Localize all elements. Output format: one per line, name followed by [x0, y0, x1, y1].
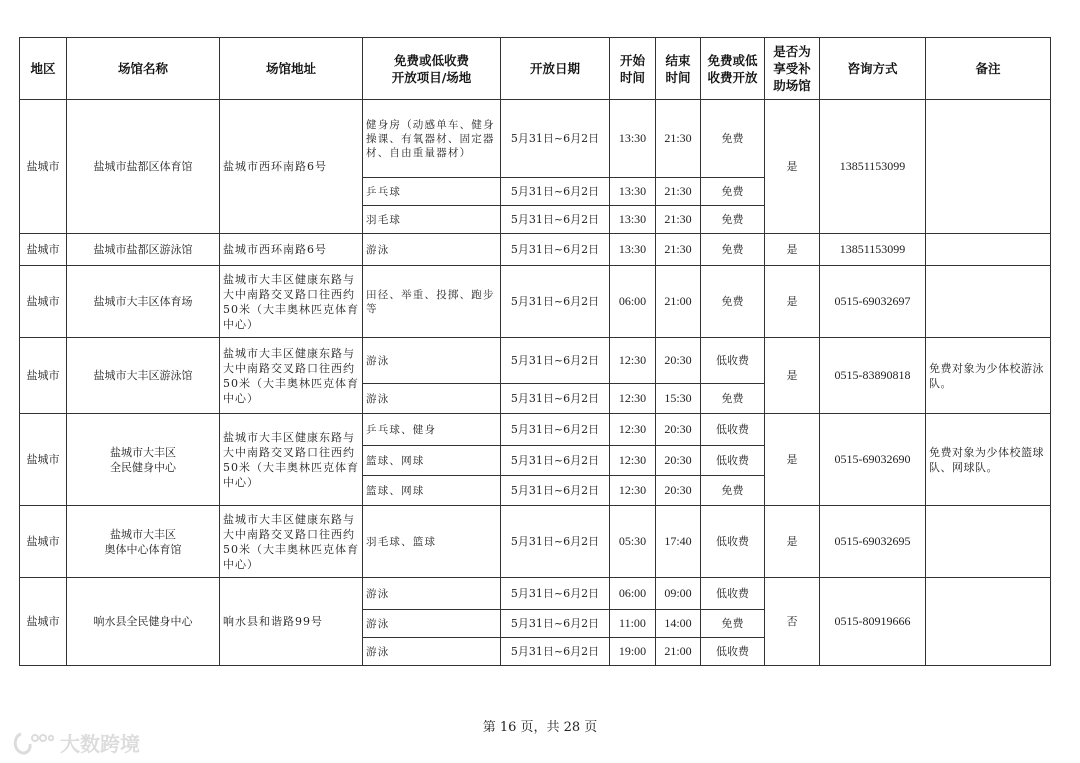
end-time-cell: 21:30 [656, 100, 701, 178]
region-cell: 盐城市 [20, 506, 67, 578]
subsidy-cell: 否 [765, 578, 820, 666]
item-cell: 游泳 [363, 234, 501, 266]
page-footer: 第 16 页，共 28 页 [482, 720, 598, 735]
date-cell: 5月31日~6月2日 [501, 338, 610, 384]
end-time-cell: 20:30 [656, 338, 701, 384]
address-cell: 盐城市大丰区健康东路与大中南路交叉路口往西约50米（大丰奥林匹克体育中心） [220, 414, 363, 506]
end-time-cell: 21:00 [656, 266, 701, 338]
end-time-cell: 21:30 [656, 234, 701, 266]
item-cell: 游泳 [363, 338, 501, 384]
venue-cell: 响水县全民健身中心 [67, 578, 220, 666]
region-cell: 盐城市 [20, 414, 67, 506]
venue-cell: 盐城市盐都区游泳馆 [67, 234, 220, 266]
end-time-cell: 15:30 [656, 384, 701, 414]
start-time-cell: 12:30 [610, 384, 656, 414]
subsidy-cell: 是 [765, 266, 820, 338]
contact-cell: 13851153099 [820, 234, 926, 266]
item-cell: 篮球、网球 [363, 446, 501, 476]
header-cell-venue: 场馆名称 [67, 38, 220, 100]
item-cell: 游泳 [363, 384, 501, 414]
table-row [20, 266, 1051, 338]
start-time-cell: 11:00 [610, 610, 656, 638]
item-cell: 田径、举重、投掷、跑步等 [363, 266, 501, 338]
note-cell: 免费对象为少体校篮球队、网球队。 [926, 414, 1051, 506]
header-cell-date: 开放日期 [501, 38, 610, 100]
header-cell-note: 备注 [926, 38, 1051, 100]
start-time-cell: 13:30 [610, 178, 656, 206]
table-row [20, 234, 1051, 266]
address-cell: 盐城市大丰区健康东路与大中南路交叉路口往西约50米（大丰奥林匹克体育中心） [220, 266, 363, 338]
header-row [20, 38, 1051, 100]
address-cell: 盐城市大丰区健康东路与大中南路交叉路口往西约50米（大丰奥林匹克体育中心） [220, 506, 363, 578]
item-cell: 健身房（动感单车、健身操课、有氧器材、固定器材、自由重量器材） [363, 100, 501, 178]
table-row [20, 578, 1051, 610]
date-cell: 5月31日~6月2日 [501, 638, 610, 666]
note-cell: 免费对象为少体校游泳队。 [926, 338, 1051, 414]
fee-cell: 免费 [701, 100, 765, 178]
fee-cell: 低收费 [701, 338, 765, 384]
address-cell: 盐城市大丰区健康东路与大中南路交叉路口往西约50米（大丰奥林匹克体育中心） [220, 338, 363, 414]
start-time-cell: 12:30 [610, 414, 656, 446]
fee-cell: 免费 [701, 234, 765, 266]
subsidy-cell: 是 [765, 338, 820, 414]
subsidy-cell: 是 [765, 414, 820, 506]
date-cell: 5月31日~6月2日 [501, 414, 610, 446]
item-cell: 游泳 [363, 610, 501, 638]
start-time-cell: 19:00 [610, 638, 656, 666]
fee-cell: 低收费 [701, 414, 765, 446]
item-cell: 游泳 [363, 638, 501, 666]
region-cell: 盐城市 [20, 234, 67, 266]
watermark [12, 728, 140, 757]
watermark-text: 大数跨境 [60, 732, 140, 756]
fee-cell: 低收费 [701, 446, 765, 476]
item-cell: 羽毛球、篮球 [363, 506, 501, 578]
end-time-cell: 20:30 [656, 476, 701, 506]
subsidy-cell: 是 [765, 506, 820, 578]
subsidy-cell: 是 [765, 100, 820, 234]
end-time-cell: 17:40 [656, 506, 701, 578]
note-cell [926, 266, 1051, 338]
date-cell: 5月31日~6月2日 [501, 234, 610, 266]
table-row [20, 338, 1051, 384]
region-cell: 盐城市 [20, 266, 67, 338]
note-cell [926, 506, 1051, 578]
region-cell: 盐城市 [20, 338, 67, 414]
start-time-cell: 13:30 [610, 100, 656, 178]
header-cell-subsidy: 是否为 享受补 助场馆 [765, 38, 820, 100]
start-time-cell: 05:30 [610, 506, 656, 578]
date-cell: 5月31日~6月2日 [501, 384, 610, 414]
end-time-cell: 21:30 [656, 178, 701, 206]
item-cell: 羽毛球 [363, 206, 501, 234]
date-cell: 5月31日~6月2日 [501, 100, 610, 178]
table-row [20, 100, 1051, 178]
contact-cell: 0515-80919666 [820, 578, 926, 666]
item-cell: 乒乓球 [363, 178, 501, 206]
end-time-cell: 09:00 [656, 578, 701, 610]
start-time-cell: 12:30 [610, 338, 656, 384]
note-cell [926, 234, 1051, 266]
header-cell-start: 开始 时间 [610, 38, 656, 100]
end-time-cell: 21:00 [656, 638, 701, 666]
table-row [20, 414, 1051, 446]
fee-cell: 低收费 [701, 506, 765, 578]
date-cell: 5月31日~6月2日 [501, 506, 610, 578]
end-time-cell: 20:30 [656, 446, 701, 476]
fee-cell: 免费 [701, 266, 765, 338]
end-time-cell: 20:30 [656, 414, 701, 446]
date-cell: 5月31日~6月2日 [501, 206, 610, 234]
header-cell-region: 地区 [20, 38, 67, 100]
venue-cell: 盐城市大丰区 奥体中心体育馆 [67, 506, 220, 578]
watermark-logo-icon [12, 730, 54, 756]
contact-cell: 13851153099 [820, 100, 926, 234]
fee-cell: 免费 [701, 476, 765, 506]
venue-cell: 盐城市大丰区游泳馆 [67, 338, 220, 414]
contact-cell: 0515-83890818 [820, 338, 926, 414]
note-cell [926, 578, 1051, 666]
header-cell-fee: 免费或低 收费开放 [701, 38, 765, 100]
header-cell-address: 场馆地址 [220, 38, 363, 100]
date-cell: 5月31日~6月2日 [501, 446, 610, 476]
contact-cell: 0515-69032690 [820, 414, 926, 506]
fee-cell: 免费 [701, 610, 765, 638]
header-cell-item: 免费或低收费 开放项目/场地 [363, 38, 501, 100]
start-time-cell: 06:00 [610, 578, 656, 610]
table-body [20, 100, 1051, 666]
item-cell: 乒乓球、健身 [363, 414, 501, 446]
fee-cell: 免费 [701, 178, 765, 206]
start-time-cell: 06:00 [610, 266, 656, 338]
fee-cell: 低收费 [701, 578, 765, 610]
subsidy-cell: 是 [765, 234, 820, 266]
header-cell-end: 结束 时间 [656, 38, 701, 100]
address-cell: 盐城市西环南路6号 [220, 234, 363, 266]
fee-cell: 免费 [701, 206, 765, 234]
start-time-cell: 13:30 [610, 206, 656, 234]
date-cell: 5月31日~6月2日 [501, 178, 610, 206]
contact-cell: 0515-69032695 [820, 506, 926, 578]
date-cell: 5月31日~6月2日 [501, 578, 610, 610]
address-cell: 响水县和谐路99号 [220, 578, 363, 666]
date-cell: 5月31日~6月2日 [501, 476, 610, 506]
header-cell-contact: 咨询方式 [820, 38, 926, 100]
venue-table [19, 37, 1051, 666]
item-cell: 游泳 [363, 578, 501, 610]
item-cell: 篮球、网球 [363, 476, 501, 506]
venue-cell: 盐城市大丰区体育场 [67, 266, 220, 338]
region-cell: 盐城市 [20, 100, 67, 234]
date-cell: 5月31日~6月2日 [501, 266, 610, 338]
region-cell: 盐城市 [20, 578, 67, 666]
end-time-cell: 14:00 [656, 610, 701, 638]
fee-cell: 免费 [701, 384, 765, 414]
contact-cell: 0515-69032697 [820, 266, 926, 338]
venue-cell: 盐城市盐都区体育馆 [67, 100, 220, 234]
venue-cell: 盐城市大丰区 全民健身中心 [67, 414, 220, 506]
end-time-cell: 21:30 [656, 206, 701, 234]
note-cell [926, 100, 1051, 234]
fee-cell: 低收费 [701, 638, 765, 666]
start-time-cell: 12:30 [610, 446, 656, 476]
start-time-cell: 13:30 [610, 234, 656, 266]
date-cell: 5月31日~6月2日 [501, 610, 610, 638]
start-time-cell: 12:30 [610, 476, 656, 506]
table-row [20, 506, 1051, 578]
address-cell: 盐城市西环南路6号 [220, 100, 363, 234]
